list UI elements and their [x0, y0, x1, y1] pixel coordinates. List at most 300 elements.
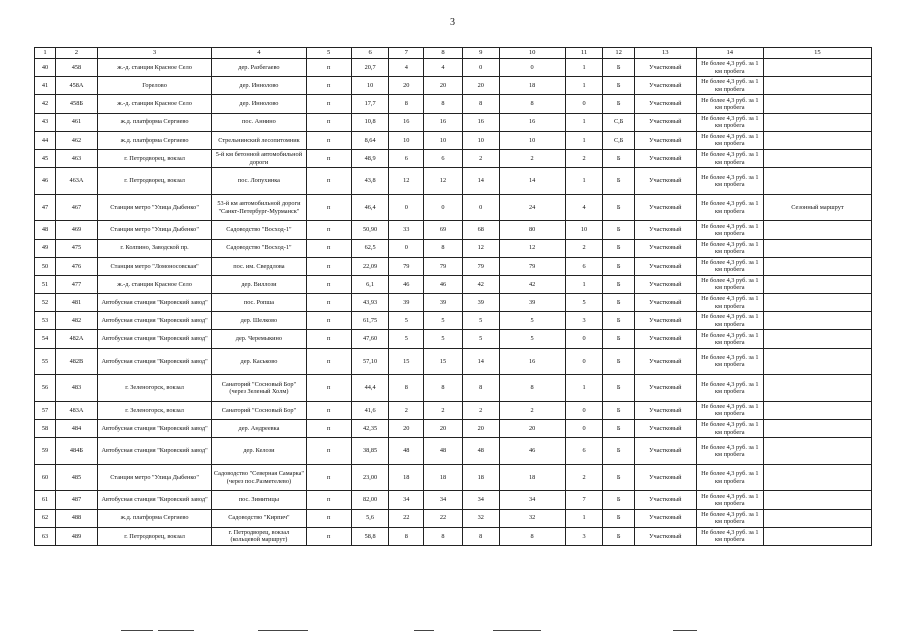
table-cell: Б — [603, 464, 634, 491]
table-header-row — [35, 48, 872, 59]
table-cell: Б — [603, 438, 634, 465]
table-cell: Не более 4,3 руб. за 1 км пробега — [696, 420, 763, 438]
table-cell: 48 — [35, 221, 56, 239]
table-cell: 6 — [389, 149, 424, 167]
table-cell: 42 — [499, 275, 565, 293]
table-cell: 68 — [462, 221, 499, 239]
table-cell: 2 — [389, 401, 424, 419]
table-cell: 8,64 — [351, 131, 389, 149]
table-cell: 17,7 — [351, 95, 389, 113]
table-cell: Автобусная станция "Кировский завод" — [97, 420, 211, 438]
table-cell: 3 — [565, 312, 603, 330]
table-cell: пос. Аннино — [212, 113, 306, 131]
table-cell: Не более 4,3 руб. за 1 км пробега — [696, 438, 763, 465]
table-cell: Не более 4,3 руб. за 1 км пробега — [696, 221, 763, 239]
table-cell: 43 — [35, 113, 56, 131]
table-cell — [763, 168, 871, 195]
table-cell: Не более 4,3 руб. за 1 км пробега — [696, 239, 763, 257]
table-cell: 62,5 — [351, 239, 389, 257]
table-cell: 487 — [55, 491, 97, 509]
table-cell: п — [306, 438, 351, 465]
table-cell: ж.-д. станция Красное Село — [97, 59, 211, 77]
table-cell: 5,6 — [351, 509, 389, 527]
table-cell: 14 — [462, 348, 499, 375]
column-header: 4 — [212, 48, 306, 59]
table-cell: 57 — [35, 401, 56, 419]
table-cell: Б — [603, 95, 634, 113]
table-cell: 0 — [565, 330, 603, 348]
table-cell: 46 — [35, 168, 56, 195]
table-cell: 484 — [55, 420, 97, 438]
table-cell: 463 — [55, 149, 97, 167]
table-cell: Участковый — [634, 438, 696, 465]
table-cell: Не более 4,3 руб. за 1 км пробега — [696, 348, 763, 375]
table-cell: 0 — [499, 59, 565, 77]
table-cell: 458 — [55, 59, 97, 77]
column-header: 6 — [351, 48, 389, 59]
table-cell: Б — [603, 527, 634, 545]
table-cell: г. Петродворец, вокзал (кольцевой маршрут) — [212, 527, 306, 545]
table-cell: 56 — [35, 375, 56, 402]
table-cell: 0 — [565, 348, 603, 375]
table-cell: Б — [603, 149, 634, 167]
table-cell: 0 — [565, 420, 603, 438]
bottom-rule — [158, 630, 194, 631]
table-cell: Автобусная станция "Кировский завод" — [97, 312, 211, 330]
table-cell: 8 — [462, 95, 499, 113]
table-cell: п — [306, 348, 351, 375]
table-cell: Участковый — [634, 491, 696, 509]
table-cell — [763, 95, 871, 113]
table-cell: п — [306, 257, 351, 275]
table-cell: Б — [603, 221, 634, 239]
table-cell: 4 — [389, 59, 424, 77]
table-row — [35, 464, 872, 491]
table-cell: 8 — [389, 95, 424, 113]
table-cell: 2 — [462, 149, 499, 167]
table-row — [35, 131, 872, 149]
table-cell: 20 — [389, 77, 424, 95]
table-cell: 0 — [424, 194, 463, 221]
table-cell: Санаторий "Сосновый Бор" — [212, 401, 306, 419]
table-cell: 22 — [424, 509, 463, 527]
table-cell: 0 — [389, 194, 424, 221]
bottom-rule — [673, 630, 697, 631]
table-cell: 47,60 — [351, 330, 389, 348]
table-cell: 2 — [462, 401, 499, 419]
table-cell: 12 — [499, 239, 565, 257]
table-cell — [763, 113, 871, 131]
table-cell: 8 — [499, 375, 565, 402]
table-cell: 10 — [389, 131, 424, 149]
table-cell: 34 — [389, 491, 424, 509]
table-row — [35, 294, 872, 312]
table-cell: 467 — [55, 194, 97, 221]
table-cell: 1 — [565, 59, 603, 77]
table-cell: Участковый — [634, 59, 696, 77]
table-cell: 20 — [424, 420, 463, 438]
table-cell: 10 — [351, 77, 389, 95]
table-cell: 79 — [462, 257, 499, 275]
table-cell: Участковый — [634, 348, 696, 375]
table-cell: 39 — [499, 294, 565, 312]
table-cell: 482А — [55, 330, 97, 348]
table-cell: 1 — [565, 168, 603, 195]
table-cell: 481 — [55, 294, 97, 312]
table-cell: 8 — [389, 527, 424, 545]
bottom-rule — [121, 630, 153, 631]
table-cell: Горелово — [97, 77, 211, 95]
table-cell: Станция метро "Улица Дыбенко" — [97, 194, 211, 221]
table-cell: 24 — [499, 194, 565, 221]
table-cell: 3 — [565, 527, 603, 545]
table-cell — [763, 221, 871, 239]
table-cell — [763, 131, 871, 149]
table-cell — [763, 77, 871, 95]
table-cell: 8 — [499, 527, 565, 545]
table-cell: 53-й км автомобильной дороги "Санкт-Петербург-Мурманск" — [212, 194, 306, 221]
table-cell: дер. Разбегаево — [212, 59, 306, 77]
table-row — [35, 401, 872, 419]
bottom-rule — [258, 630, 308, 631]
table-cell: Участковый — [634, 95, 696, 113]
table-cell: 63 — [35, 527, 56, 545]
table-cell: 5 — [424, 330, 463, 348]
table-cell: 61 — [35, 491, 56, 509]
table-cell — [763, 491, 871, 509]
table-cell: 12 — [389, 168, 424, 195]
table-cell: 489 — [55, 527, 97, 545]
table-cell: 48,9 — [351, 149, 389, 167]
table-cell: 20 — [499, 420, 565, 438]
table-cell: 0 — [389, 239, 424, 257]
table-cell: Б — [603, 401, 634, 419]
table-cell: 47 — [35, 194, 56, 221]
table-body — [35, 59, 872, 546]
table-row — [35, 509, 872, 527]
table-cell: 463А — [55, 168, 97, 195]
table-cell: 461 — [55, 113, 97, 131]
table-cell: Б — [603, 77, 634, 95]
table-cell: 16 — [499, 113, 565, 131]
table-cell: 20 — [462, 420, 499, 438]
table-cell: п — [306, 491, 351, 509]
table-cell: 10 — [499, 131, 565, 149]
table-cell: п — [306, 168, 351, 195]
table-cell: С,Б — [603, 113, 634, 131]
column-header: 12 — [603, 48, 634, 59]
table-cell: 79 — [389, 257, 424, 275]
table-cell: Б — [603, 509, 634, 527]
table-cell: 48 — [462, 438, 499, 465]
table-cell: 1 — [565, 509, 603, 527]
table-cell: Б — [603, 420, 634, 438]
table-cell: 6 — [565, 438, 603, 465]
table-cell: Не более 4,3 руб. за 1 км пробега — [696, 149, 763, 167]
table-cell: 12 — [424, 168, 463, 195]
table-cell: Участковый — [634, 375, 696, 402]
table-cell: 16 — [424, 113, 463, 131]
table-cell: п — [306, 149, 351, 167]
table-cell: 42 — [35, 95, 56, 113]
column-header: 11 — [565, 48, 603, 59]
table-cell: Участковый — [634, 194, 696, 221]
table-cell: п — [306, 464, 351, 491]
table-cell: 488 — [55, 509, 97, 527]
table-cell: 44,4 — [351, 375, 389, 402]
table-cell: 46 — [499, 438, 565, 465]
table-cell: Садоводство "Восход-1" — [212, 239, 306, 257]
table-cell: Б — [603, 168, 634, 195]
table-cell: Б — [603, 59, 634, 77]
table-cell: 0 — [462, 59, 499, 77]
table-cell: п — [306, 239, 351, 257]
table-cell: г. Колпино, Заводской пр. — [97, 239, 211, 257]
table-cell: Не более 4,3 руб. за 1 км пробега — [696, 59, 763, 77]
table-cell — [763, 59, 871, 77]
table-cell: 55 — [35, 348, 56, 375]
table-cell: пос. Зимитицы — [212, 491, 306, 509]
table-cell: 469 — [55, 221, 97, 239]
table-cell: 8 — [424, 527, 463, 545]
table-cell: п — [306, 509, 351, 527]
table-cell: п — [306, 420, 351, 438]
table-cell: 2 — [565, 239, 603, 257]
table-cell: 46 — [424, 275, 463, 293]
table-cell: 61,75 — [351, 312, 389, 330]
table-cell: дер. Черемыкино — [212, 330, 306, 348]
table-cell: п — [306, 401, 351, 419]
table-row — [35, 221, 872, 239]
routes-table — [34, 47, 872, 546]
table-cell: дер. Каськово — [212, 348, 306, 375]
column-header: 2 — [55, 48, 97, 59]
table-cell: 5 — [499, 330, 565, 348]
table-cell: п — [306, 194, 351, 221]
table-cell: 12 — [462, 239, 499, 257]
table-cell: п — [306, 527, 351, 545]
table-row — [35, 113, 872, 131]
table-cell: 18 — [389, 464, 424, 491]
table-cell — [763, 257, 871, 275]
table-cell: 15 — [424, 348, 463, 375]
table-cell: г. Петродворец, вокзал — [97, 168, 211, 195]
table-cell: 60 — [35, 464, 56, 491]
table-row — [35, 491, 872, 509]
table-cell: пос. Лопухинка — [212, 168, 306, 195]
table-cell: 43,93 — [351, 294, 389, 312]
table-cell: ж.д. платформа Сергиево — [97, 131, 211, 149]
table-row — [35, 348, 872, 375]
table-cell: Участковый — [634, 294, 696, 312]
column-header: 7 — [389, 48, 424, 59]
table-cell: Санаторий "Сосновый Бор" (через Зеленый Холм) — [212, 375, 306, 402]
table-cell: 483А — [55, 401, 97, 419]
table-row — [35, 375, 872, 402]
table-cell: Не более 4,3 руб. за 1 км пробега — [696, 77, 763, 95]
table-cell: Не более 4,3 руб. за 1 км пробега — [696, 509, 763, 527]
table-row — [35, 438, 872, 465]
table-cell: 5 — [565, 294, 603, 312]
bottom-rules — [0, 626, 905, 636]
table-cell — [763, 438, 871, 465]
table-cell: п — [306, 375, 351, 402]
table-cell: 51 — [35, 275, 56, 293]
table-cell: дер. Андреевка — [212, 420, 306, 438]
table-cell: 485 — [55, 464, 97, 491]
table-cell: дер. Иннолово — [212, 95, 306, 113]
table-cell: 32 — [462, 509, 499, 527]
table-cell: 16 — [389, 113, 424, 131]
table-cell: Участковый — [634, 420, 696, 438]
table-cell: Сезонный маршрут — [763, 194, 871, 221]
table-cell: 0 — [462, 194, 499, 221]
column-header: 1 — [35, 48, 56, 59]
table-cell — [763, 312, 871, 330]
table-cell: Не более 4,3 руб. за 1 км пробега — [696, 401, 763, 419]
table-cell: 8 — [499, 95, 565, 113]
table-cell: 8 — [462, 527, 499, 545]
table-cell: 49 — [35, 239, 56, 257]
table-cell — [763, 330, 871, 348]
table-cell: 82,00 — [351, 491, 389, 509]
table-cell: 1 — [565, 375, 603, 402]
table-cell: Участковый — [634, 509, 696, 527]
table-cell: 34 — [499, 491, 565, 509]
table-cell: 6 — [424, 149, 463, 167]
table-cell: 2 — [424, 401, 463, 419]
table-cell: п — [306, 294, 351, 312]
table-cell: 7 — [565, 491, 603, 509]
table-cell: Не более 4,3 руб. за 1 км пробега — [696, 95, 763, 113]
table-cell: 8 — [462, 375, 499, 402]
table-cell: 483 — [55, 375, 97, 402]
table-cell: Автобусная станция "Кировский завод" — [97, 348, 211, 375]
table-cell: п — [306, 131, 351, 149]
table-cell: г. Зеленогорск, вокзал — [97, 375, 211, 402]
table-cell: п — [306, 113, 351, 131]
table-cell: 5-й км бетонной автомобильной дороги — [212, 149, 306, 167]
table-cell: 23,00 — [351, 464, 389, 491]
table-cell — [763, 420, 871, 438]
table-cell: ж.д. платформа Сергиево — [97, 509, 211, 527]
table-cell: Не более 4,3 руб. за 1 км пробега — [696, 275, 763, 293]
table-cell: Не более 4,3 руб. за 1 км пробега — [696, 194, 763, 221]
column-header: 5 — [306, 48, 351, 59]
table-cell: 8 — [424, 95, 463, 113]
table-cell: 20 — [462, 77, 499, 95]
table-cell: 18 — [462, 464, 499, 491]
table-cell: 458А — [55, 77, 97, 95]
table-cell: Участковый — [634, 312, 696, 330]
table-row — [35, 95, 872, 113]
table-cell: 1 — [565, 77, 603, 95]
table-cell: п — [306, 312, 351, 330]
table-cell: 10 — [565, 221, 603, 239]
table-cell: 484Б — [55, 438, 97, 465]
table-cell: 8 — [389, 375, 424, 402]
table-cell: п — [306, 59, 351, 77]
table-cell: 20,7 — [351, 59, 389, 77]
table-cell: Участковый — [634, 221, 696, 239]
bottom-rule — [493, 630, 541, 631]
table-row — [35, 257, 872, 275]
table-cell: 10 — [424, 131, 463, 149]
table-cell: Участковый — [634, 131, 696, 149]
table-cell: Участковый — [634, 401, 696, 419]
table-cell: 59 — [35, 438, 56, 465]
table-cell: ж.-д. станция Красное Село — [97, 95, 211, 113]
table-cell — [763, 527, 871, 545]
table-cell: 38,85 — [351, 438, 389, 465]
table-cell: п — [306, 275, 351, 293]
table-row — [35, 168, 872, 195]
table-cell: 41 — [35, 77, 56, 95]
table-cell: 79 — [499, 257, 565, 275]
table-cell: 39 — [424, 294, 463, 312]
table-cell: Б — [603, 294, 634, 312]
table-cell: Участковый — [634, 239, 696, 257]
table-cell — [763, 275, 871, 293]
table-cell: 10,8 — [351, 113, 389, 131]
table-cell: 0 — [565, 401, 603, 419]
table-cell: 482В — [55, 348, 97, 375]
column-header: 13 — [634, 48, 696, 59]
table-cell: Б — [603, 257, 634, 275]
page-number: 3 — [450, 17, 455, 28]
table-cell: Участковый — [634, 275, 696, 293]
table-cell: Не более 4,3 руб. за 1 км пробега — [696, 312, 763, 330]
table-cell: ж.д. платформа Сергиево — [97, 113, 211, 131]
table-cell: 39 — [462, 294, 499, 312]
table-cell: Участковый — [634, 113, 696, 131]
table-cell: Участковый — [634, 527, 696, 545]
table-cell: Б — [603, 375, 634, 402]
table-cell: 5 — [462, 330, 499, 348]
table-cell: 52 — [35, 294, 56, 312]
table-cell: Автобусная станция "Кировский завод" — [97, 294, 211, 312]
table-cell: 1 — [565, 113, 603, 131]
table-cell: 2 — [565, 149, 603, 167]
table-cell: С,Б — [603, 131, 634, 149]
table-cell: 79 — [424, 257, 463, 275]
table-cell: дер. Келози — [212, 438, 306, 465]
table-cell: Станция метро "Улица Дыбенко" — [97, 221, 211, 239]
table-cell: Б — [603, 348, 634, 375]
table-cell: 42 — [462, 275, 499, 293]
column-header: 14 — [696, 48, 763, 59]
table-cell — [763, 375, 871, 402]
table-cell: 5 — [389, 330, 424, 348]
table-cell: 48 — [389, 438, 424, 465]
table-row — [35, 420, 872, 438]
table-cell: 46,4 — [351, 194, 389, 221]
table-cell: 18 — [424, 464, 463, 491]
table-cell: 32 — [499, 509, 565, 527]
table-cell: Не более 4,3 руб. за 1 км пробега — [696, 113, 763, 131]
table-cell: 58 — [35, 420, 56, 438]
table-cell: 22,09 — [351, 257, 389, 275]
table-cell: 18 — [499, 77, 565, 95]
table-cell: Не более 4,3 руб. за 1 км пробега — [696, 464, 763, 491]
table-cell: 482 — [55, 312, 97, 330]
table-cell: г. Петродворец, вокзал — [97, 149, 211, 167]
table-cell: Автобусная станция "Кировский завод" — [97, 330, 211, 348]
table-cell: 4 — [424, 59, 463, 77]
table-cell: дер. Виллози — [212, 275, 306, 293]
table-cell: 14 — [462, 168, 499, 195]
table-cell: Садоводство "Восход-1" — [212, 221, 306, 239]
